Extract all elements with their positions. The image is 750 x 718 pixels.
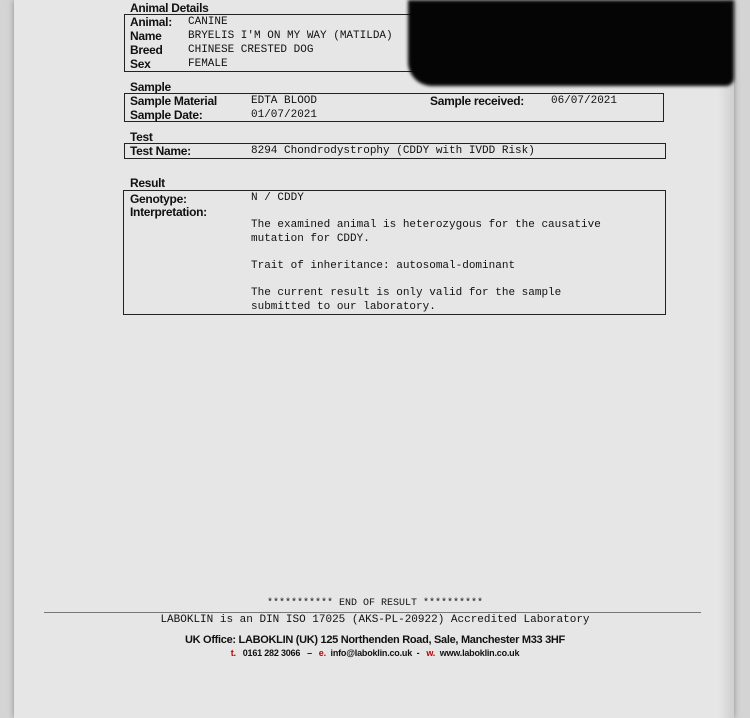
animal-label: Animal: — [130, 15, 172, 29]
sex-value: FEMALE — [188, 58, 228, 70]
interpretation-line-1: The examined animal is heterozygous for the causative — [251, 219, 601, 231]
inheritance-text: Trait of inheritance: autosomal-dominant — [251, 260, 516, 272]
sex-label: Sex — [130, 57, 151, 71]
name-label: Name — [130, 29, 162, 43]
validity-line-1: The current result is only valid for the sample — [251, 287, 562, 299]
test-title: Test — [130, 130, 153, 144]
web-prefix: w. — [426, 648, 436, 658]
validity-line-2: submitted to our laboratory. — [251, 301, 436, 313]
separator-dash: – — [307, 648, 312, 658]
interpretation-label: Interpretation: — [130, 205, 207, 219]
genotype-label: Genotype: — [130, 192, 187, 206]
page-edge-shadow — [718, 0, 734, 718]
test-name-label: Test Name: — [130, 144, 191, 158]
animal-details-title: Animal Details — [130, 1, 209, 15]
breed-value: CHINESE CRESTED DOG — [188, 44, 314, 56]
breed-label: Breed — [130, 43, 163, 57]
email-prefix: e. — [318, 648, 326, 658]
office-address: UK Office: LABOKLIN (UK) 125 Northenden Road, Sale, Manchester M33 3HF — [185, 634, 565, 646]
redacted-area — [408, 0, 734, 86]
sample-title: Sample — [130, 80, 171, 94]
sample-received-value: 06/07/2021 — [551, 95, 618, 107]
sample-material-value: EDTA BLOOD — [251, 95, 318, 107]
contact-line: t. 0161 282 3066 – e. info@laboklin.co.uk - w. www.laboklin.co.uk — [230, 648, 520, 658]
phone-number: 0161 282 3066 — [242, 648, 301, 658]
sample-date-label: Sample Date: — [130, 108, 203, 122]
website-link[interactable]: www.laboklin.co.uk — [439, 648, 520, 658]
animal-value: CANINE — [188, 16, 228, 28]
email-link[interactable]: info@laboklin.co.uk — [330, 648, 412, 658]
accreditation-text: LABOKLIN is an DIN ISO 17025 (AKS-PL-20922) Accredited Laboratory — [160, 614, 590, 626]
sample-received-label: Sample received: — [430, 94, 524, 108]
footer-divider — [44, 612, 701, 613]
genotype-value: N / CDDY — [251, 192, 304, 204]
phone-prefix: t. — [230, 648, 236, 658]
interpretation-line-2: mutation for CDDY. — [251, 233, 370, 245]
sample-material-label: Sample Material — [130, 94, 217, 108]
end-of-result: *********** END OF RESULT ********** — [266, 598, 484, 609]
name-value: BRYELIS I'M ON MY WAY (MATILDA) — [188, 30, 393, 42]
sample-date-value: 01/07/2021 — [251, 109, 318, 121]
test-name-value: 8294 Chondrodystrophy (CDDY with IVDD Risk) — [251, 145, 535, 157]
result-title: Result — [130, 176, 165, 190]
